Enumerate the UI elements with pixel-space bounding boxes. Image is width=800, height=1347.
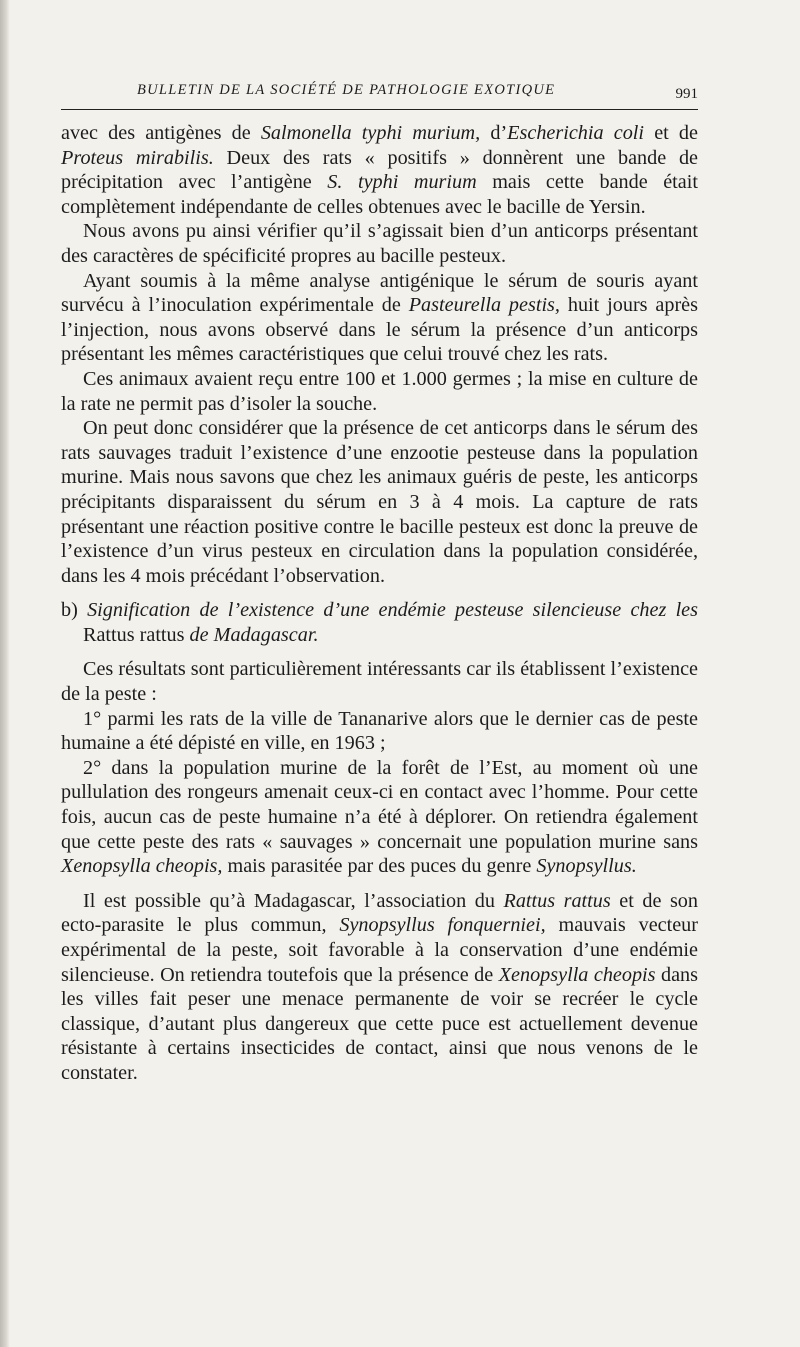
section-heading-b [61,598,698,647]
page-left-edge [0,0,10,1347]
paragraph-6: Ces résultats sont particulièrement intéressants car ils établissent l’existence de la peste : [61,658,698,706]
species-name: Escherichia coli [507,122,645,144]
text-run: Il est possible qu’à Madagascar, l’association du [83,889,504,912]
section-label: b) [61,599,88,622]
text-run: et de [644,122,698,144]
text-run: Deux des rats « positifs » donnèrent une bande de précipitation avec l’antigène [61,146,698,194]
species-name: Xenopsylla cheopis [498,963,656,986]
journal-title: BULLETIN DE LA SOCIÉTÉ DE PATHOLOGIE EXOTIQUE [137,82,556,98]
text-run: Ayant soumis à la même analyse antigénique le sérum de souris ayant survécu à l’inoculation expérimentale de [61,269,698,317]
page-number: 991 [675,86,698,102]
species-name: Salmonella typhi murium, [260,122,481,144]
paragraph-3 [61,269,698,367]
paragraph-8 [61,756,698,879]
paragraph-7: 1° parmi les rats de la ville de Tananarive alors que le dernier cas de peste humaine a été dépisté en ville, en 1963 ; [61,707,698,755]
text-run: d’ [480,122,508,144]
species-name: S. typhi murium [327,171,477,194]
paragraph-2: Nous avons pu ainsi vérifier qu’il s’agissait bien d’un anticorps présentant des caractères de spécificité propres au bacille pesteux. [61,220,698,267]
text-run: mais parasitée par des puces du genre [222,855,537,878]
species-name: Rattus rattus [83,623,190,646]
species-name: Xenopsylla cheopis, [61,855,223,878]
section-title-text: de Madagascar. [189,623,319,646]
text-run: mais cette bande était complètement indépendante de celles obtenues avec le bacille de Yersin. [61,171,698,218]
species-name: Pasteurella pestis, [408,294,560,317]
text-run: mauvais vecteur expérimental de la peste, soit favorable à la conservation d’une endémie silencieuse. On retiendra toutefois que la présence de [61,914,699,986]
text-run: avec des antigènes de [61,122,261,144]
article-body [61,121,698,1086]
species-name: Synopsyllus. [536,855,637,878]
running-header [61,80,698,110]
species-name: Synopsyllus fonquerniei, [339,914,546,937]
paragraph-5: On peut donc considérer que la présence de cet anticorps dans le sérum des rats sauvages traduit l’existence d’une enzootie pesteuse dans la population murine. Mais nous savons que chez les animaux guéris de peste, les anticorps précipitants disparaissent du sérum en 3 à 4 mois. La capture de rats présentant une réaction positive contre le bacille pesteux est donc la preuve de l’existence d’un virus pesteux en circulation dans la population considérée, dans les 4 mois précédant l’observation. [61,417,698,587]
text-run: huit jours après l’injection, nous avons observé dans le sérum la présence d’un anticorps présentant les mêmes caractéristiques que celui trouvé chez les rats. [61,294,698,366]
header-rule [61,109,698,110]
text-run: et de son ecto-parasite le plus commun, [61,889,698,937]
paragraph-4: Ces animaux avaient reçu entre 100 et 1.000 germes ; la mise en culture de la rate ne permit pas d’isoler la souche. [61,367,698,415]
text-run: 2° dans la population murine de la forêt de l’Est, au moment où une pullulation des rongeurs amenait ceux-ci en contact avec l’homme. Pour cette fois, aucun cas de peste humaine n’a été à déplorer. On retiendra également que cette peste des rats « sauvages » concernait une population murine sans [61,756,698,853]
paragraph-9 [61,889,698,1086]
species-name: Rattus rattus [503,889,611,912]
section-title-text: Signification de l’existence d’une endémie pesteuse silencieuse chez les [87,599,698,622]
paragraph-1 [61,121,698,219]
text-run: dans les villes fait peser une menace permanente de voir se recréer le cycle classique, d’autant plus dangereux que cette puce est actuellement devenue résistante à certains insecticides de contact, ainsi que nous venons de le constater. [61,963,698,1084]
species-name: Proteus mirabilis. [61,146,214,169]
